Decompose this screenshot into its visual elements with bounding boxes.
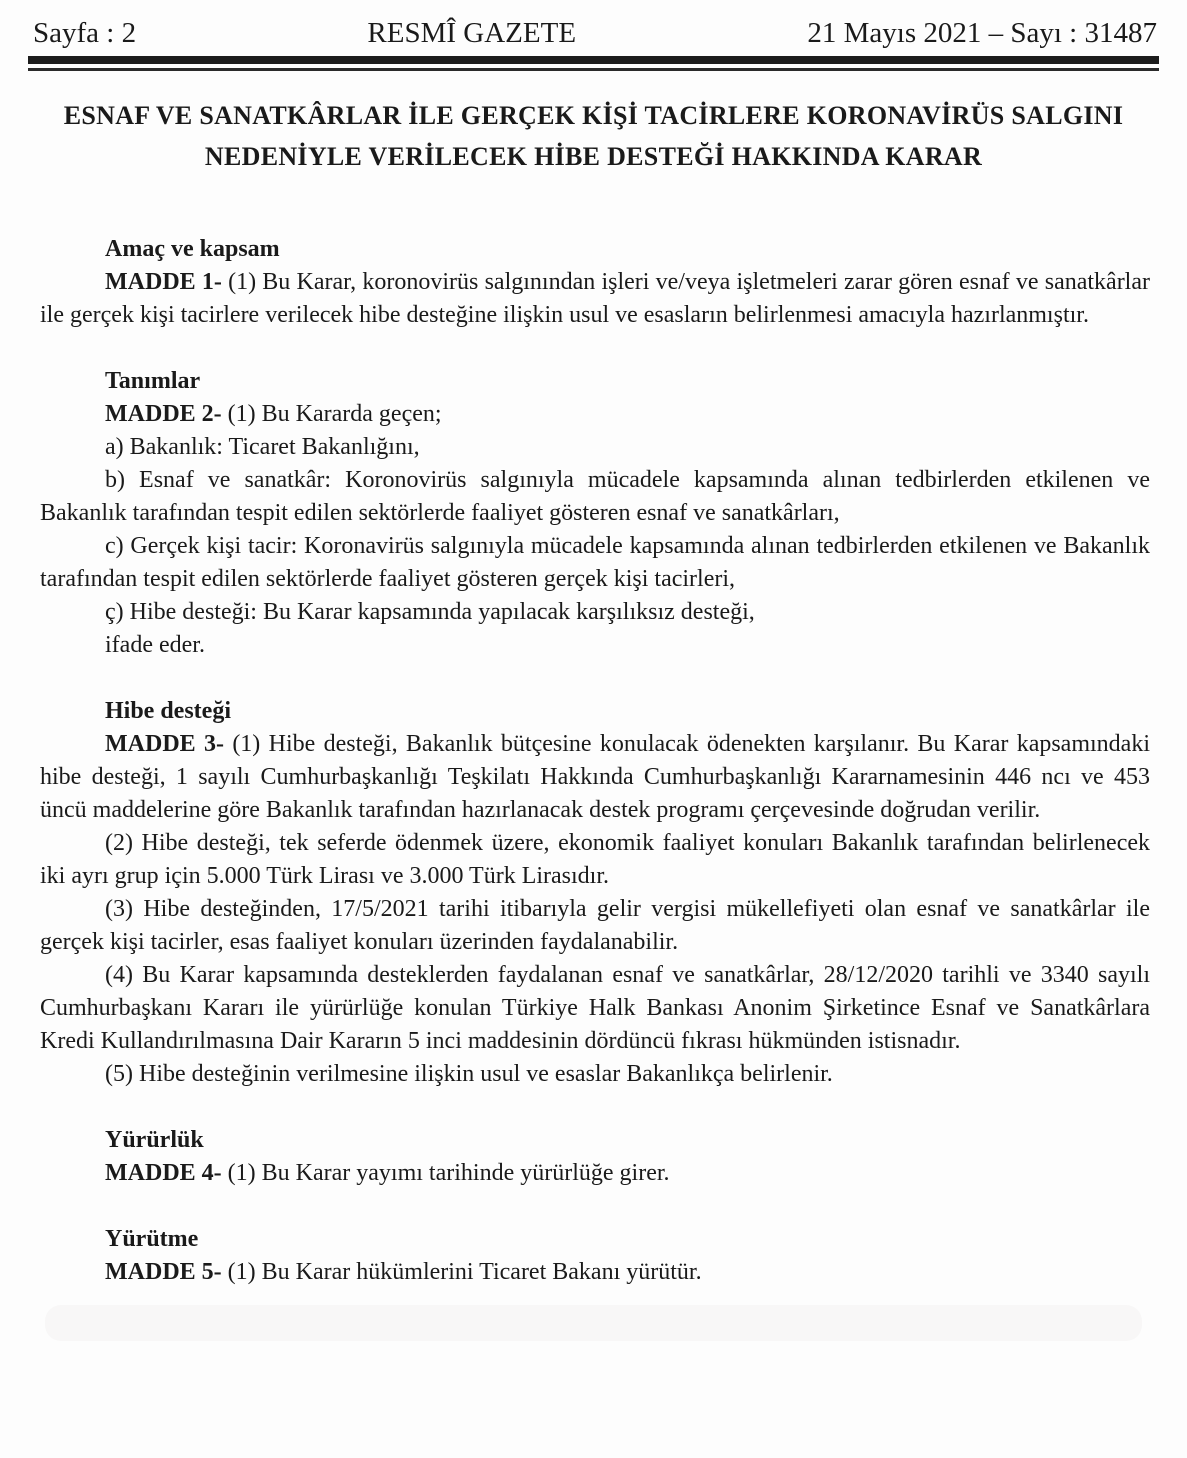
article-number: MADDE 5- — [105, 1259, 222, 1285]
section-yururluk — [40, 1124, 1150, 1190]
section-yurutme — [40, 1223, 1150, 1289]
section-hibe-destegi — [40, 695, 1150, 1091]
section-heading: Yürürlük — [105, 1127, 204, 1153]
paragraph-madde-3-4: (4) Bu Karar kapsamında desteklerden faydalanan esnaf ve sanatkârlar, 28/12/2020 tarihli ve 3340 sayılı Cumhurbaşkanı Kararı ile yürürlüğe konulan Türkiye Halk Bankası Anonim Şirketince Esnaf ve Sanatkârlara Kredi Kullandırılmasına Dair Kararın 5 inci maddesinin dördüncü fıkrası hükmünden istisnadır. — [40, 962, 1150, 1054]
section-tanimlar — [40, 365, 1150, 662]
section-heading: Yürütme — [105, 1226, 199, 1252]
article-number: MADDE 4- — [105, 1160, 222, 1186]
article-number: MADDE 1- — [105, 269, 222, 295]
paragraph-madde-3-2: (2) Hibe desteği, tek seferde ödenmek üzere, ekonomik faaliyet konuları Bakanlık tarafından belirlenecek iki ayrı grup için 5.000 Türk Lirası ve 3.000 Türk Lirasıdır. — [40, 830, 1150, 889]
document-title-line-2: NEDENİYLE VERİLECEK HİBE DESTEĞİ HAKKINDA KARAR — [204, 142, 983, 171]
paragraph-madde-5 — [40, 1256, 1150, 1289]
definition-item-a: a) Bakanlık: Ticaret Bakanlığını, — [105, 434, 420, 460]
paragraph-madde-1 — [40, 266, 1150, 332]
paragraph-text: (1) Bu Karar hükümlerini Ticaret Bakanı yürütür. — [221, 1259, 702, 1285]
header-double-rule — [28, 56, 1159, 71]
definition-item-cc: ç) Hibe desteği: Bu Karar kapsamında yapılacak karşılıksız desteği, — [105, 599, 755, 625]
page-number-label: Sayfa : 2 — [33, 17, 137, 49]
issue-date-label: 21 Mayıs 2021 – Sayı : 31487 — [807, 17, 1157, 49]
paragraph-text: (1) Hibe desteği, Bakanlık bütçesine konulacak ödenekten karşılanır. Bu Karar kapsamındaki hibe desteği, 1 sayılı Cumhurbaşkanlığı Teşkilatı Hakkında Cumhurbaşkanlığı Kararnamesinin 446 ncı ve 453 üncü maddelerine göre Bakanlık tarafından hazırlanacak destek programı çerçevesinde doğrudan verilir. — [40, 731, 1150, 823]
article-number: MADDE 2- — [105, 401, 222, 427]
section-heading: Amaç ve kapsam — [105, 236, 280, 262]
section-amac-ve-kapsam — [40, 233, 1150, 332]
paragraph-madde-3 — [40, 728, 1150, 827]
paragraph-madde-2 — [40, 398, 1150, 431]
paragraph-madde-3-5: (5) Hibe desteğinin verilmesine ilişkin usul ve esaslar Bakanlıkça belirlenir. — [105, 1061, 833, 1087]
definition-closing: ifade eder. — [105, 632, 205, 658]
article-number: MADDE 3- — [105, 731, 224, 757]
page-header — [33, 16, 1157, 50]
section-heading: Tanımlar — [105, 368, 201, 394]
document-title-line-1: ESNAF VE SANATKÂRLAR İLE GERÇEK KİŞİ TACİRLERE KORONAVİRÜS SALGINI — [63, 101, 1124, 130]
paragraph-text: (1) Bu Kararda geçen; — [221, 401, 442, 427]
paragraph-text: (1) Bu Karar yayımı tarihinde yürürlüğe girer. — [221, 1160, 670, 1186]
definition-item-c: c) Gerçek kişi tacir: Koronavirüs salgınıyla mücadele kapsamında alınan tedbirlerden etkilenen ve Bakanlık tarafından tespit edilen sektörlerde faaliyet gösteren gerçek kişi tacirleri, — [40, 533, 1150, 592]
scan-artifact — [45, 1305, 1142, 1341]
paragraph-madde-4 — [40, 1157, 1150, 1190]
gazette-name: RESMÎ GAZETE — [367, 17, 577, 49]
paragraph-madde-3-3: (3) Hibe desteğinden, 17/5/2021 tarihi itibarıyla gelir vergisi mükellefiyeti olan esnaf ve sanatkârlar ile gerçek kişi tacirler, esas faaliyet konuları üzerinden faydalanabilir. — [40, 896, 1150, 955]
paragraph-text: (1) Bu Karar, koronovirüs salgınından işleri ve/veya işletmeleri zarar gören esnaf ve sanatkârlar ile gerçek kişi tacirlere verilecek hibe desteğine ilişkin usul ve esasların belirlenmesi amacıyla hazırlanmıştır. — [40, 269, 1150, 328]
section-heading: Hibe desteği — [105, 698, 231, 724]
document-title — [0, 95, 1187, 177]
definition-item-b: b) Esnaf ve sanatkâr: Koronovirüs salgınıyla mücadele kapsamında alınan tedbirlerden etkilenen ve Bakanlık tarafından tespit edilen sektörlerde faaliyet gösteren esnaf ve sanatkârları, — [40, 467, 1150, 526]
document-body — [40, 233, 1150, 1289]
